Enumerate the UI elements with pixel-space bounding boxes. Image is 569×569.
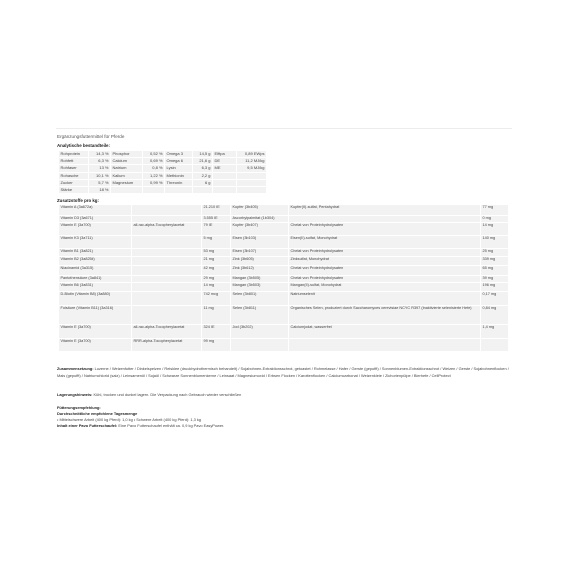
additives-cell: Folsäure (Vitamin B11) (3a316) xyxy=(59,306,132,325)
analytical-cell: 21,6 g xyxy=(193,158,213,165)
additives-cell: Vitamin E (3a700) xyxy=(59,325,132,339)
additives-cell: 42 mg xyxy=(202,266,231,276)
analytical-cell xyxy=(213,172,237,179)
additives-cell: Natriumselenit xyxy=(289,292,481,306)
additives-cell xyxy=(132,205,202,216)
analytical-cell: 5,7 % xyxy=(89,179,111,186)
additives-cell xyxy=(481,339,509,352)
additives-cell: Vitamin B6 (3a831) xyxy=(59,283,132,292)
additives-cell: 29 mg xyxy=(202,276,231,283)
additives-cell: all-rac-alpha-Tocopherylacetat xyxy=(132,325,202,339)
additives-cell: 77 mg xyxy=(481,205,509,216)
analytical-cell: Elftpa xyxy=(213,151,237,158)
additives-cell: Ascorbylpalmitat (1b304) xyxy=(231,216,289,223)
analytical-cell: Stärke xyxy=(59,187,89,194)
additives-cell: Selen (3b811) xyxy=(231,306,289,325)
analytical-cell: 10,1 % xyxy=(89,172,111,179)
analytical-heading: Analytische bestandteile: xyxy=(57,143,110,148)
additives-cell: 99 mg xyxy=(202,339,231,352)
analytical-cell: Phosphor xyxy=(111,151,143,158)
analytical-cell: Methionin xyxy=(165,172,193,179)
additives-cell: 14 mg xyxy=(202,283,231,292)
additives-cell: Vitamin A (3a672a) xyxy=(59,205,132,216)
analytical-cell: Zucker xyxy=(59,179,89,186)
scoop-text: Eine Pavo Futterschaufel enthält ca. 0,9 kg Pavo EasyPower. xyxy=(118,423,225,428)
additives-row xyxy=(59,339,509,352)
additives-cell: Mangan (3b503) xyxy=(231,283,289,292)
additives-cell xyxy=(132,257,202,266)
analytical-cell: 14,5 g xyxy=(193,151,213,158)
additives-cell: 140 mg xyxy=(481,236,509,249)
additives-cell: Chelat von Proteinhydrolysaten xyxy=(289,223,481,236)
additives-cell: Calciumjodat, wasserfrei xyxy=(289,325,481,339)
analytical-cell: 13 % xyxy=(89,165,111,172)
analytical-cell: 0,99 % xyxy=(143,179,165,186)
analytical-cell: Magnesium xyxy=(111,179,143,186)
analytical-cell xyxy=(237,172,267,179)
analytical-cell: 18 % xyxy=(89,187,111,194)
analytical-cell xyxy=(237,187,267,194)
additives-cell: Chelat von Proteinhydrolysaten xyxy=(289,249,481,257)
additives-cell xyxy=(231,339,289,352)
analytical-row xyxy=(59,158,267,165)
additives-heading: Zusatzstoffe pro kg: xyxy=(57,198,99,203)
composition-label: Zusammensetzung: xyxy=(57,366,94,371)
feeding-amounts: • Mittelschwere Arbeit (400 kg Pferd): 1,0 kg • Schwere Arbeit (400 kg Pferd): 1,3 kg xyxy=(57,417,201,422)
additives-cell: Pantothensäure (3a841) xyxy=(59,276,132,283)
storage-label: Lagerungshinweis: xyxy=(57,392,93,397)
feeding-section xyxy=(57,405,509,429)
additives-cell: 324 IE xyxy=(202,325,231,339)
analytical-cell: 6 g xyxy=(193,179,213,186)
additives-cell: 1,4 mg xyxy=(481,325,509,339)
analytical-table xyxy=(58,150,267,194)
additives-cell: 11 mg xyxy=(202,306,231,325)
additives-table xyxy=(58,204,509,352)
additives-cell: Eisen (3b103) xyxy=(231,236,289,249)
additives-row xyxy=(59,223,509,236)
analytical-row xyxy=(59,179,267,186)
additives-cell: 0,84 mg xyxy=(481,306,509,325)
additives-cell: D-Biotin (Vitamin B8) (3a880) xyxy=(59,292,132,306)
analytical-cell xyxy=(143,187,165,194)
analytical-cell xyxy=(237,179,267,186)
analytical-cell xyxy=(193,187,213,194)
additives-cell: Vitamin D3 (3a671) xyxy=(59,216,132,223)
additives-cell: all-rac-alpha-Tocopherylacetat xyxy=(132,223,202,236)
analytical-cell: Threonin xyxy=(165,179,193,186)
additives-cell xyxy=(132,283,202,292)
analytical-cell xyxy=(213,179,237,186)
analytical-cell: Lysin xyxy=(165,165,193,172)
additives-cell: 0 mg xyxy=(481,216,509,223)
additives-cell: Jod (3b202) xyxy=(231,325,289,339)
additives-cell: Vitamin K3 (3a711) xyxy=(59,236,132,249)
analytical-cell: Omega 3 xyxy=(165,151,193,158)
composition-section xyxy=(57,366,509,379)
additives-cell: 65 mg xyxy=(481,266,509,276)
additives-cell: 3.555 IE xyxy=(202,216,231,223)
analytical-cell: 1,22 % xyxy=(143,172,165,179)
additives-cell: Zink (3b612) xyxy=(231,266,289,276)
analytical-cell: Rohprotein xyxy=(59,151,89,158)
analytical-cell: 2,2 g xyxy=(193,172,213,179)
additives-cell xyxy=(132,236,202,249)
analytical-cell: 0,8 % xyxy=(143,165,165,172)
additives-cell xyxy=(289,216,481,223)
feeding-heading: Fütterungsempfehlung: xyxy=(57,405,101,410)
additives-cell: Mangan (3b505) xyxy=(231,276,289,283)
analytical-row xyxy=(59,165,267,172)
additives-cell xyxy=(132,276,202,283)
storage-text: Kühl, trocken und dunkel lagern. Die Verpackung nach Gebrauch wieder verschließen xyxy=(93,392,242,397)
additives-cell xyxy=(132,249,202,257)
analytical-cell xyxy=(111,187,143,194)
storage-section xyxy=(57,392,509,399)
analytical-row xyxy=(59,187,267,194)
analytical-cell: 0,52 % xyxy=(143,151,165,158)
analytical-cell: 9,5 MJ/kg xyxy=(237,165,267,172)
additives-cell: Eisen (3b107) xyxy=(231,249,289,257)
top-divider xyxy=(56,128,512,129)
additives-row xyxy=(59,292,509,306)
additives-cell xyxy=(132,266,202,276)
additives-cell: Organisches Selen, produziert durch Saccharomyces cerevisiae NCYC R397 (Inaktivierte selenisierte Hefe) xyxy=(289,306,481,325)
additives-cell: 14 mg xyxy=(481,223,509,236)
analytical-row xyxy=(59,172,267,179)
analytical-cell: Rohfaser xyxy=(59,165,89,172)
additives-cell: 196 mg xyxy=(481,283,509,292)
page-title: Ergänzungsfuttermittel für Pferde xyxy=(57,134,125,139)
additives-cell: Vitamin E (3a700) xyxy=(59,339,132,352)
additives-cell: Chelat von Proteinhydrolysaten xyxy=(289,266,481,276)
additives-cell: Mangan(II)-sulfat, Monohydrat xyxy=(289,283,481,292)
additives-cell: Chelat von Proteinhydrolysaten xyxy=(289,276,481,283)
additives-cell: Eisen(II)-sulfat, Monohydrat xyxy=(289,236,481,249)
feeding-subheading: Durchschnittliche empfohlene Tagesmenge xyxy=(57,411,138,416)
additives-cell: Vitamin B1 (3a821) xyxy=(59,249,132,257)
additives-cell: Zinksulfat, Monohydrat xyxy=(289,257,481,266)
analytical-cell xyxy=(213,187,237,194)
additives-cell: 21.210 IE xyxy=(202,205,231,216)
analytical-cell: Kalium xyxy=(111,172,143,179)
scoop-label: Inhalt einer Pavo Futterschaufel: xyxy=(57,423,118,428)
analytical-cell: 14,3 % xyxy=(89,151,111,158)
additives-cell: Kupfer(II)-sulfat, Pentahydrat xyxy=(289,205,481,216)
additives-cell: Kupfer (3b407) xyxy=(231,223,289,236)
analytical-cell: DE xyxy=(213,158,237,165)
additives-cell xyxy=(132,306,202,325)
additives-cell: Niacinamid (3a315) xyxy=(59,266,132,276)
analytical-cell: Rohfett xyxy=(59,158,89,165)
additives-row xyxy=(59,249,509,257)
additives-cell: 21 mg xyxy=(202,257,231,266)
analytical-cell: 11,2 MJ/kg xyxy=(237,158,267,165)
additives-cell: 742 mcg xyxy=(202,292,231,306)
product-info-sheet xyxy=(56,128,512,438)
additives-cell: Vitamin B2 (3a825ii) xyxy=(59,257,132,266)
additives-cell: Selen (3b801) xyxy=(231,292,289,306)
analytical-cell: 0,69 % xyxy=(143,158,165,165)
additives-cell: 39 mg xyxy=(481,276,509,283)
additives-cell: 53 mg xyxy=(202,249,231,257)
additives-cell: 5 mg xyxy=(202,236,231,249)
analytical-cell: ME xyxy=(213,165,237,172)
analytical-cell xyxy=(165,187,193,194)
additives-cell xyxy=(132,216,202,223)
additives-row xyxy=(59,236,509,249)
analytical-cell: Calcium xyxy=(111,158,143,165)
additives-cell: 0,17 mg xyxy=(481,292,509,306)
additives-cell: 339 mg xyxy=(481,257,509,266)
additives-cell xyxy=(289,339,481,352)
additives-cell: Vitamin E (3a700) xyxy=(59,223,132,236)
analytical-cell: Natrium xyxy=(111,165,143,172)
additives-row xyxy=(59,266,509,276)
additives-cell: Zink (3b605) xyxy=(231,257,289,266)
analytical-cell: Omega 6 xyxy=(165,158,193,165)
additives-cell: Kupfer (3b405) xyxy=(231,205,289,216)
additives-row xyxy=(59,325,509,339)
analytical-cell: 6,3 % xyxy=(89,158,111,165)
additives-row xyxy=(59,276,509,283)
additives-cell: 25 mg xyxy=(481,249,509,257)
additives-cell: RRR-alpha-Tocopherylacetat xyxy=(132,339,202,352)
additives-cell xyxy=(132,292,202,306)
analytical-cell: 6,3 g xyxy=(193,165,213,172)
analytical-row xyxy=(59,151,267,158)
additives-row xyxy=(59,216,509,223)
composition-text: Luzerne / Weizenfutter / Dinkelspelzen / Reisklee (druckhydrothermisch behandelt) / Sojabohnen-Extraktionsschrot, getoastet / Rohmelasse / Hafer / Gerste (gepufft) / Sonnenblumen-Extraktionsschrot / Weizen / Gerste / Sojabohnenflocken / Mais (gepufft) / Natriumchlorid (salz) / Leinsamenöl / Sojaöl / Schwarze Sonnenblumenkerne / Leinsaat / Magnesiumoxid / Erbsen Flocken / Karottenflocken / Calciumcarbonat / Weizenkleie / Zichorienpülpe / Bierhefe / CellProtect xyxy=(57,366,509,378)
additives-row xyxy=(59,283,509,292)
analytical-cell: Rohasche xyxy=(59,172,89,179)
additives-row xyxy=(59,205,509,216)
additives-cell: 79 IE xyxy=(202,223,231,236)
analytical-cell: 0,89 EWps xyxy=(237,151,267,158)
additives-row xyxy=(59,306,509,325)
additives-row xyxy=(59,257,509,266)
